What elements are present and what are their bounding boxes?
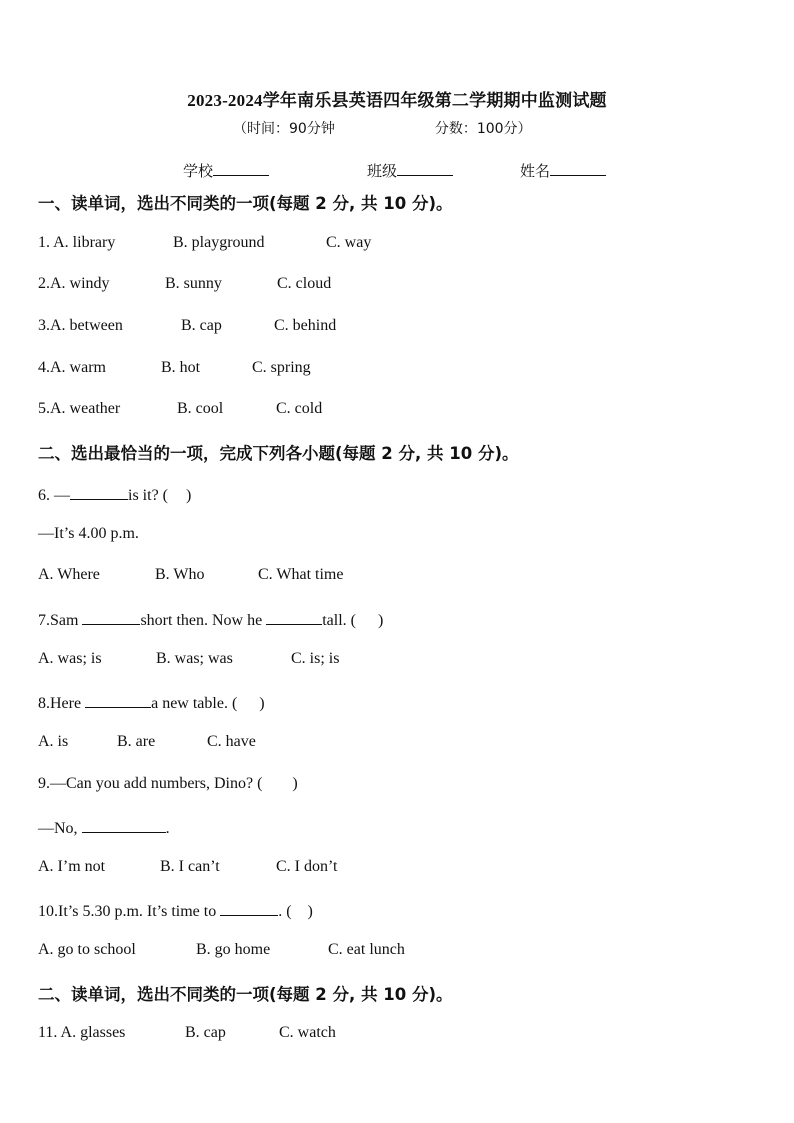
q7-prefix: 7.Sam bbox=[38, 612, 79, 629]
q7-stem: short then. Now he bbox=[140, 612, 263, 629]
question-5 bbox=[38, 400, 322, 418]
name-field bbox=[520, 160, 606, 181]
q5-option-c: C. cold bbox=[276, 400, 323, 417]
school-field bbox=[183, 160, 269, 181]
q10-option-c: C. eat lunch bbox=[328, 941, 405, 958]
q11-option-a: 11. A. glasses bbox=[38, 1024, 126, 1041]
q9-option-a: A. I’m not bbox=[38, 858, 106, 875]
question-10 bbox=[38, 899, 313, 921]
class-label: 班级 bbox=[367, 162, 398, 180]
q8-blank bbox=[85, 691, 151, 708]
q3-option-a: 3.A. between bbox=[38, 317, 123, 334]
q8-stem: a new table. ( bbox=[151, 695, 238, 712]
name-blank bbox=[550, 161, 606, 176]
question-9-options bbox=[38, 858, 337, 876]
q7-suffix: tall. ( bbox=[322, 612, 356, 629]
q9-answer-suffix: . bbox=[165, 820, 170, 837]
q10-suffix: . ( bbox=[278, 903, 292, 920]
q2-option-a: 2.A. windy bbox=[38, 275, 110, 292]
q10-option-b: B. go home bbox=[196, 941, 271, 958]
exam-meta bbox=[233, 118, 532, 138]
q10-blank bbox=[220, 899, 278, 916]
question-8-options bbox=[38, 733, 256, 751]
section-heading-2: 二、选出最恰当的一项，完成下列各小题(每题 2 分, 共 10 分)。 bbox=[38, 444, 519, 463]
q3-option-b: B. cap bbox=[181, 317, 222, 334]
section-heading-1: 一、读单词，选出不同类的一项(每题 2 分, 共 10 分)。 bbox=[38, 194, 453, 213]
q11-option-b: B. cap bbox=[185, 1024, 226, 1041]
q8-option-a: A. is bbox=[38, 733, 69, 750]
q7-paren-close: ) bbox=[377, 612, 384, 629]
q5-option-b: B. cool bbox=[177, 400, 224, 417]
question-6 bbox=[38, 483, 191, 505]
question-4 bbox=[38, 359, 311, 377]
q7-blank-2 bbox=[266, 608, 322, 625]
q7-option-b: B. was; was bbox=[156, 650, 233, 667]
q9-option-c: C. I don’t bbox=[276, 858, 338, 875]
score-info: 分数：100分） bbox=[434, 121, 532, 137]
q6-option-b: B. Who bbox=[155, 566, 205, 583]
question-6-options bbox=[38, 566, 343, 584]
q6-stem: is it? ( bbox=[128, 487, 168, 504]
question-10-options bbox=[38, 941, 405, 959]
question-6-answer: —It’s 4.00 p.m. bbox=[38, 525, 139, 542]
q9-answer-prefix: —No, bbox=[38, 820, 78, 837]
q6-option-a: A. Where bbox=[38, 566, 100, 583]
q1-option-c: C. way bbox=[326, 234, 372, 251]
question-7-options bbox=[38, 650, 339, 668]
class-blank bbox=[397, 161, 453, 176]
time-info: （时间：90分钟 bbox=[233, 121, 335, 137]
question-1 bbox=[38, 234, 371, 252]
q8-option-c: C. have bbox=[207, 733, 256, 750]
q4-option-c: C. spring bbox=[252, 359, 311, 376]
page-title: 2023-2024学年南乐县英语四年级第二学期期中监测试题 bbox=[187, 91, 607, 110]
question-9 bbox=[38, 775, 298, 793]
q7-option-a: A. was; is bbox=[38, 650, 102, 667]
q9-option-b: B. I can’t bbox=[160, 858, 220, 875]
question-9-answer bbox=[38, 816, 170, 838]
question-3 bbox=[38, 317, 336, 335]
section-heading-3: 二、读单词，选出不同类的一项(每题 2 分, 共 10 分)。 bbox=[38, 985, 453, 1004]
q2-option-b: B. sunny bbox=[165, 275, 222, 292]
q9-stem: 9.—Can you add numbers, Dino? ( bbox=[38, 775, 263, 792]
q7-blank-1 bbox=[82, 608, 140, 625]
q8-prefix: 8.Here bbox=[38, 695, 82, 712]
q5-option-a: 5.A. weather bbox=[38, 400, 121, 417]
q10-option-a: A. go to school bbox=[38, 941, 136, 958]
question-2 bbox=[38, 275, 331, 293]
class-field bbox=[367, 160, 453, 181]
question-8 bbox=[38, 691, 265, 713]
q4-option-b: B. hot bbox=[161, 359, 201, 376]
q10-stem: 10.It’s 5.30 p.m. It’s time to bbox=[38, 903, 217, 920]
q8-option-b: B. are bbox=[117, 733, 156, 750]
q11-option-c: C. watch bbox=[279, 1024, 336, 1041]
q1-option-b: B. playground bbox=[173, 234, 265, 251]
q6-blank bbox=[70, 483, 128, 500]
question-11 bbox=[38, 1024, 336, 1042]
q6-prefix: 6. — bbox=[38, 487, 70, 504]
school-blank bbox=[213, 161, 269, 176]
q9-paren-close: ) bbox=[292, 775, 298, 792]
q8-paren-close: ) bbox=[259, 695, 265, 712]
q7-option-c: C. is; is bbox=[291, 650, 340, 667]
q1-option-a: 1. A. library bbox=[38, 234, 116, 251]
q2-option-c: C. cloud bbox=[277, 275, 332, 292]
q6-option-c: C. What time bbox=[258, 566, 344, 583]
school-label: 学校 bbox=[183, 162, 214, 180]
q9-blank bbox=[82, 816, 166, 833]
q6-paren-close: ) bbox=[186, 487, 192, 504]
question-7 bbox=[38, 608, 383, 630]
q10-paren-close: ) bbox=[307, 903, 313, 920]
q3-option-c: C. behind bbox=[274, 317, 337, 334]
q4-option-a: 4.A. warm bbox=[38, 359, 106, 376]
name-label: 姓名 bbox=[520, 162, 551, 180]
